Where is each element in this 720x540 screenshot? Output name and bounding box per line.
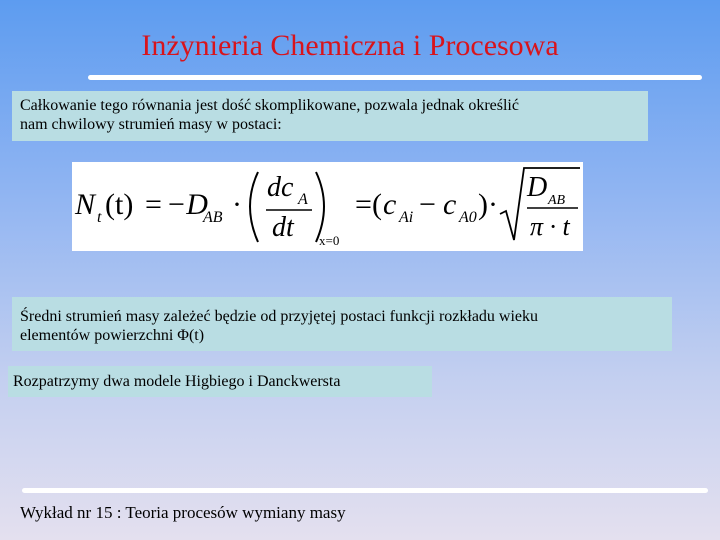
formula-c-A0: c	[443, 188, 457, 221]
formula-equals-2: =	[355, 188, 372, 221]
left-paren	[250, 172, 258, 242]
paren-close-2: )	[478, 188, 488, 221]
paragraph-line: Całkowanie tego równania jest dość skomplikowane, pozwala jednak określić	[20, 97, 519, 114]
footer-divider	[22, 488, 708, 493]
sqrt-numerator-sub: AB	[548, 193, 566, 208]
formula-c-A0-sub: A0	[459, 209, 477, 226]
text-box-integration	[12, 91, 648, 141]
evaluation-subscript: x=0	[319, 233, 340, 248]
formula-svg	[72, 162, 583, 251]
fraction-numerator-sub: A	[298, 191, 308, 208]
sqrt-denominator: π · t	[530, 212, 570, 241]
slide-title: Inżynieria Chemiczna i Procesowa	[141, 29, 559, 62]
fraction-numerator: dc	[267, 172, 294, 203]
formula-equals-1: =	[145, 188, 162, 221]
formula-c-Ai-sub: Ai	[399, 209, 414, 226]
formula-lhs-arg: (t)	[105, 188, 134, 221]
paragraph-line: Średni strumień masy zależeć będzie od przyjętej postaci funkcji rozkładu wieku	[20, 308, 539, 325]
formula-D-sub: AB	[203, 209, 223, 226]
formula-dot-1: ·	[232, 188, 242, 221]
right-paren	[316, 172, 324, 242]
paragraph-line: nam chwilowy strumień masy w postaci:	[20, 116, 282, 133]
formula-minus: −	[419, 188, 436, 221]
formula-instantaneous-flux	[72, 162, 583, 251]
sqrt-numerator: D	[527, 172, 548, 203]
formula-c-Ai: c	[383, 188, 397, 221]
formula-minus-D: −D	[166, 188, 208, 221]
title-divider	[88, 75, 702, 80]
formula-dot-2: ·	[488, 188, 498, 221]
text-box-mean-flux	[12, 297, 672, 351]
text-box-models: Rozpatrzymy dwa modele Higbiego i Danckwersta	[8, 366, 432, 397]
formula-N: N	[75, 188, 96, 221]
paren-open-2: (	[372, 188, 382, 221]
formula-N-sub: t	[97, 209, 102, 226]
paragraph-line: elementów powierzchni Φ(t)	[20, 327, 205, 344]
fraction-denominator: dt	[272, 212, 294, 243]
slide-footer: Wykład nr 15 : Teoria procesów wymiany masy	[20, 503, 346, 522]
